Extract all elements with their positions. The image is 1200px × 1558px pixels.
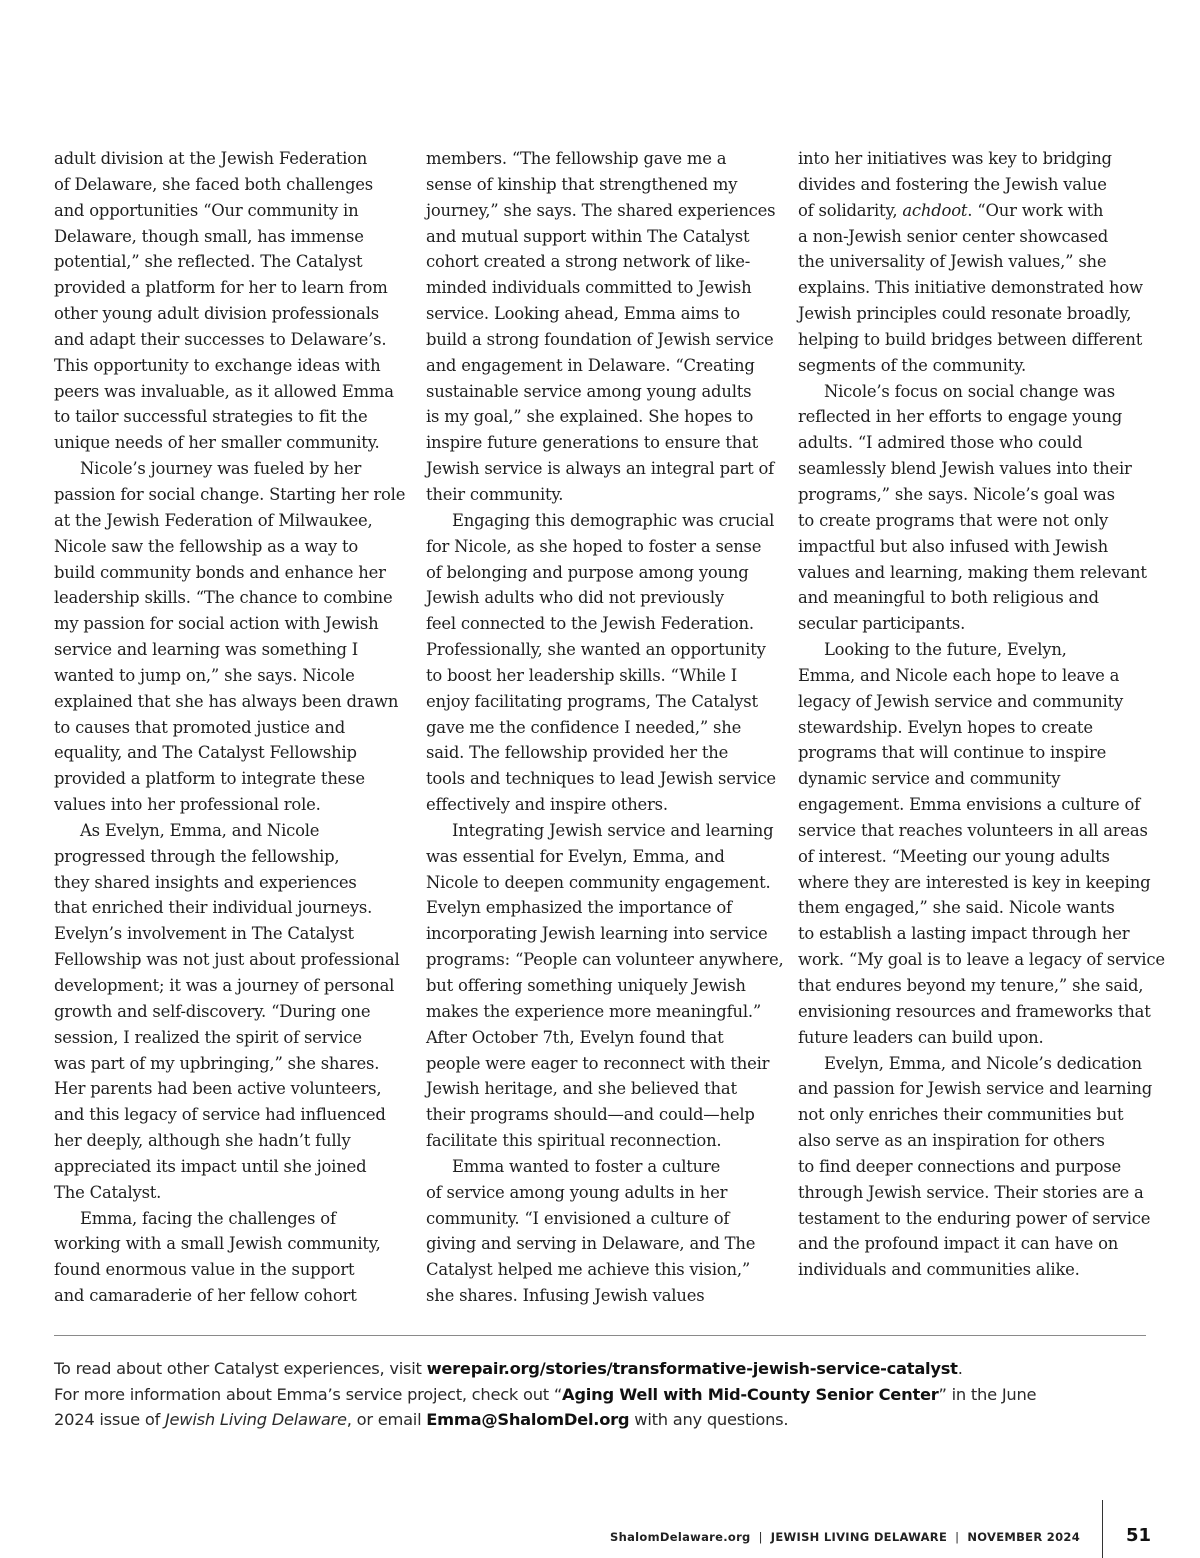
text-line: Evelyn’s involvement in The Catalyst [54, 924, 354, 944]
text-line: Jewish heritage, and she believed that [426, 1079, 737, 1099]
text-line: provided a platform for her to learn from [54, 278, 388, 298]
text-line: cohort created a strong network of like- [426, 252, 751, 272]
text-line: to tailor successful strategies to fit the [54, 407, 368, 427]
article-column-1 [54, 146, 406, 1309]
article-column-2 [426, 146, 784, 1309]
text-line: Nicole’s journey was fueled by her [80, 459, 362, 479]
text-line: appreciated its impact until she joined [54, 1156, 367, 1176]
text-line: inspire future generations to ensure that [426, 433, 759, 453]
text-line: that endures beyond my tenure,” she said, [798, 976, 1144, 995]
text-line: of interest. “Meeting our young adults [798, 846, 1110, 866]
text-line: Emma wanted to foster a culture [452, 1156, 721, 1176]
text-line: legacy of Jewish service and community [798, 691, 1124, 711]
publication-name: Jewish Living Delaware [164, 1410, 347, 1429]
text-line: seamlessly blend Jewish values into their [798, 459, 1132, 479]
text-line: explained that she has always been drawn [54, 691, 399, 711]
paragraph [798, 146, 1144, 379]
text-line: to establish a lasting impact through her [798, 924, 1130, 944]
text-line: that enriched their individual journeys. [54, 898, 373, 918]
contact-email-link[interactable]: Emma@ShalomDel.org [426, 1410, 630, 1429]
text-line: also serve as an inspiration for others [798, 1131, 1105, 1151]
footer-separator: | [955, 1530, 960, 1544]
text-line: service. Looking ahead, Emma aims to [426, 304, 740, 324]
text-line: service and learning was something I [54, 640, 359, 660]
note-line-3: 2024 issue of Jewish Living Delaware, or email Emma@ShalomDel.org with any questions. [54, 1410, 789, 1429]
text-line: facilitate this spiritual reconnection. [426, 1131, 722, 1151]
text-line: was part of my upbringing,” she shares. [54, 1053, 380, 1073]
text-line: individuals and communities alike. [798, 1260, 1080, 1280]
text-line: values into her professional role. [54, 795, 321, 815]
text-line: Jewish principles could resonate broadly, [798, 304, 1132, 324]
text-line: segments of the community. [798, 355, 1026, 375]
text-line: progressed through the fellowship, [54, 846, 340, 866]
text-line: Professionally, she wanted an opportunity [426, 640, 766, 660]
text-line: helping to build bridges between different [798, 329, 1143, 349]
hebrew-term: achdoot [902, 200, 968, 220]
text-line: of solidarity, achdoot. “Our work with [798, 200, 1104, 220]
text-line: members. “The fellowship gave me a [426, 149, 727, 168]
text-line: their community. [426, 484, 564, 504]
text-line: build community bonds and enhance her [54, 562, 386, 582]
text-line: the universality of Jewish values,” she [798, 252, 1107, 272]
text-line: into her initiatives was key to bridging [798, 149, 1112, 168]
text-line: tools and techniques to lead Jewish service [426, 769, 776, 789]
article-column-3 [798, 146, 1165, 1283]
text-line: to boost her leadership skills. “While I [426, 665, 738, 685]
text-line: Jewish adults who did not previously [426, 588, 724, 608]
text-line: Integrating Jewish service and learning [452, 820, 774, 840]
text-line: of service among young adults in her [426, 1182, 728, 1202]
catalyst-stories-link[interactable]: werepair.org/stories/transformative-jewish-service-catalyst [426, 1359, 958, 1378]
text-line: a non-Jewish senior center showcased [798, 226, 1109, 246]
text-line: not only enriches their communities but [798, 1105, 1124, 1125]
text-line: their programs should—and could—help [426, 1105, 755, 1125]
paragraph [798, 379, 1147, 637]
text-line: programs: “People can volunteer anywhere, [426, 950, 784, 970]
text-line: secular participants. [798, 614, 966, 634]
further-reading-note [54, 1356, 1146, 1433]
text-line: journey,” she says. The shared experiences [426, 200, 776, 220]
text-line: minded individuals committed to Jewish [426, 278, 752, 298]
text-line: is my goal,” she explained. She hopes to [426, 407, 754, 427]
text-line: testament to the enduring power of service [798, 1208, 1151, 1228]
text-line: Evelyn emphasized the importance of [426, 898, 732, 918]
text-line: my passion for social action with Jewish [54, 614, 379, 634]
text-line: growth and self-discovery. “During one [54, 1001, 371, 1021]
text-line: effectively and inspire others. [426, 795, 668, 815]
footer-separator: | [758, 1530, 763, 1544]
text-line: Delaware, though small, has immense [54, 226, 364, 246]
paragraph [426, 1154, 772, 1309]
text-line: gave me the confidence I needed,” she [426, 717, 742, 737]
text-line: dynamic service and community [798, 769, 1061, 789]
text-line: of Delaware, she faced both challenges [54, 174, 374, 194]
paragraph [54, 818, 400, 1206]
text-line: and engagement in Delaware. “Creating [426, 355, 755, 375]
text-line: and mutual support within The Catalyst [426, 226, 750, 246]
text-line: other young adult division professionals [54, 304, 379, 324]
text-line: of belonging and purpose among young [426, 562, 749, 582]
text-line: wanted to jump on,” she says. Nicole [54, 665, 355, 685]
paragraph [798, 637, 1165, 1051]
text-line: impactful but also infused with Jewish [798, 536, 1109, 556]
text-line: makes the experience more meaningful.” [426, 1001, 762, 1021]
text-line: at the Jewish Federation of Milwaukee, [54, 510, 373, 530]
text-line: provided a platform to integrate these [54, 769, 365, 789]
text-line: people were eager to reconnect with their [426, 1053, 770, 1073]
text-line: them engaged,” she said. Nicole wants [798, 898, 1115, 918]
footer-site: ShalomDelaware.org [610, 1530, 751, 1544]
text-line: for Nicole, as she hoped to foster a sense [426, 536, 762, 556]
text-line: Engaging this demographic was crucial [452, 510, 775, 530]
text-line: service that reaches volunteers in all areas [798, 820, 1148, 840]
note-line-2: For more information about Emma’s service project, check out “Aging Well with Mid-County Senior Center” in the June [54, 1384, 1037, 1404]
text-line: Her parents had been active volunteers, [54, 1079, 382, 1099]
text-line: passion for social change. Starting her role [54, 484, 406, 504]
text-line: adult division at the Jewish Federation [54, 149, 368, 168]
text-line: and meaningful to both religious and [798, 588, 1099, 608]
paragraph [426, 818, 784, 1154]
text-line: Nicole saw the fellowship as a way to [54, 536, 359, 556]
text-line: After October 7th, Evelyn found that [426, 1027, 724, 1047]
text-line: but offering something uniquely Jewish [426, 976, 746, 995]
text-line: Fellowship was not just about professional [54, 950, 400, 970]
text-line: potential,” she reflected. The Catalyst [54, 252, 363, 272]
text-line: unique needs of her smaller community. [54, 433, 380, 453]
text-line: and opportunities “Our community in [54, 200, 359, 220]
text-line: Nicole to deepen community engagement. [426, 872, 771, 892]
article-title-reference: Aging Well with Mid-County Senior Center [562, 1384, 939, 1404]
text-line: said. The fellowship provided her the [426, 743, 729, 763]
text-line: she shares. Infusing Jewish values [426, 1286, 705, 1306]
text-line: Evelyn, Emma, and Nicole’s dedication [824, 1053, 1142, 1073]
text-line: sense of kinship that strengthened my [426, 174, 738, 194]
text-line: explains. This initiative demonstrated how [798, 278, 1143, 298]
note-line-1: To read about other Catalyst experiences, visit werepair.org/stories/transformative-jewish-service-catalyst. [54, 1359, 963, 1378]
text-line: values and learning, making them relevant [798, 562, 1147, 582]
text-line: and passion for Jewish service and learning [798, 1079, 1153, 1099]
text-line: where they are interested is key in keeping [798, 872, 1151, 892]
footer-issue: NOVEMBER 2024 [967, 1530, 1080, 1544]
text-line: Emma, facing the challenges of [80, 1208, 336, 1228]
text-line: community. “I envisioned a culture of [426, 1208, 730, 1228]
text-line: build a strong foundation of Jewish service [426, 329, 774, 349]
text-line: reflected in her efforts to engage young [798, 407, 1123, 427]
text-line: development; it was a journey of personal [54, 976, 395, 995]
footer-magazine: JEWISH LIVING DELAWARE [770, 1530, 948, 1544]
text-line: future leaders can build upon. [798, 1027, 1044, 1047]
section-divider [54, 1335, 1146, 1336]
text-line: sustainable service among young adults [426, 381, 752, 401]
text-line: found enormous value in the support [54, 1260, 355, 1280]
text-line: and this legacy of service had influenced [54, 1105, 386, 1125]
page-number: 51 [1126, 1525, 1152, 1546]
text-line: envisioning resources and frameworks that [798, 1001, 1151, 1021]
text-line: working with a small Jewish community, [54, 1234, 381, 1254]
text-line: As Evelyn, Emma, and Nicole [80, 820, 320, 840]
text-line: work. “My goal is to leave a legacy of service [798, 950, 1165, 970]
text-line: giving and serving in Delaware, and The [426, 1234, 756, 1254]
text-line: divides and fostering the Jewish value [798, 174, 1107, 194]
text-line: her deeply, although she hadn’t fully [54, 1131, 351, 1151]
paragraph [54, 146, 400, 456]
text-line: Catalyst helped me achieve this vision,” [426, 1260, 751, 1280]
text-line: Looking to the future, Evelyn, [824, 640, 1067, 660]
text-line: leadership skills. “The chance to combine [54, 588, 393, 608]
text-line: to create programs that were not only [798, 510, 1109, 530]
paragraph [426, 146, 776, 508]
paragraph [426, 508, 776, 818]
text-line: enjoy facilitating programs, The Catalyst [426, 691, 758, 711]
text-line: Emma, and Nicole each hope to leave a [798, 665, 1120, 685]
paragraph [54, 456, 406, 818]
text-line: incorporating Jewish learning into service [426, 924, 768, 944]
page-footer [610, 1530, 1080, 1544]
text-line: feel connected to the Jewish Federation. [426, 614, 754, 634]
text-line: and the profound impact it can have on [798, 1234, 1119, 1254]
text-line: engagement. Emma envisions a culture of [798, 795, 1140, 815]
text-line: and camaraderie of her fellow cohort [54, 1286, 357, 1306]
text-line: Nicole’s focus on social change was [824, 381, 1115, 401]
text-line: This opportunity to exchange ideas with [54, 355, 381, 375]
text-line: programs that will continue to inspire [798, 743, 1107, 763]
text-line: they shared insights and experiences [54, 872, 357, 892]
text-line: equality, and The Catalyst Fellowship [54, 743, 357, 763]
text-line: programs,” she says. Nicole’s goal was [798, 484, 1115, 504]
text-line: The Catalyst. [54, 1182, 162, 1202]
text-line: was essential for Evelyn, Emma, and [426, 846, 725, 866]
text-line: Jewish service is always an integral part of [426, 459, 775, 479]
footer-divider [1102, 1500, 1103, 1558]
text-line: adults. “I admired those who could [798, 433, 1083, 453]
text-line: and adapt their successes to Delaware’s. [54, 329, 387, 349]
paragraph [798, 1051, 1153, 1284]
text-line: peers was invaluable, as it allowed Emma [54, 381, 394, 401]
text-line: through Jewish service. Their stories are a [798, 1182, 1144, 1202]
paragraph [54, 1206, 400, 1309]
text-line: to causes that promoted justice and [54, 717, 346, 737]
text-line: stewardship. Evelyn hopes to create [798, 717, 1093, 737]
text-line: to find deeper connections and purpose [798, 1156, 1122, 1176]
text-line: session, I realized the spirit of service [54, 1027, 362, 1047]
